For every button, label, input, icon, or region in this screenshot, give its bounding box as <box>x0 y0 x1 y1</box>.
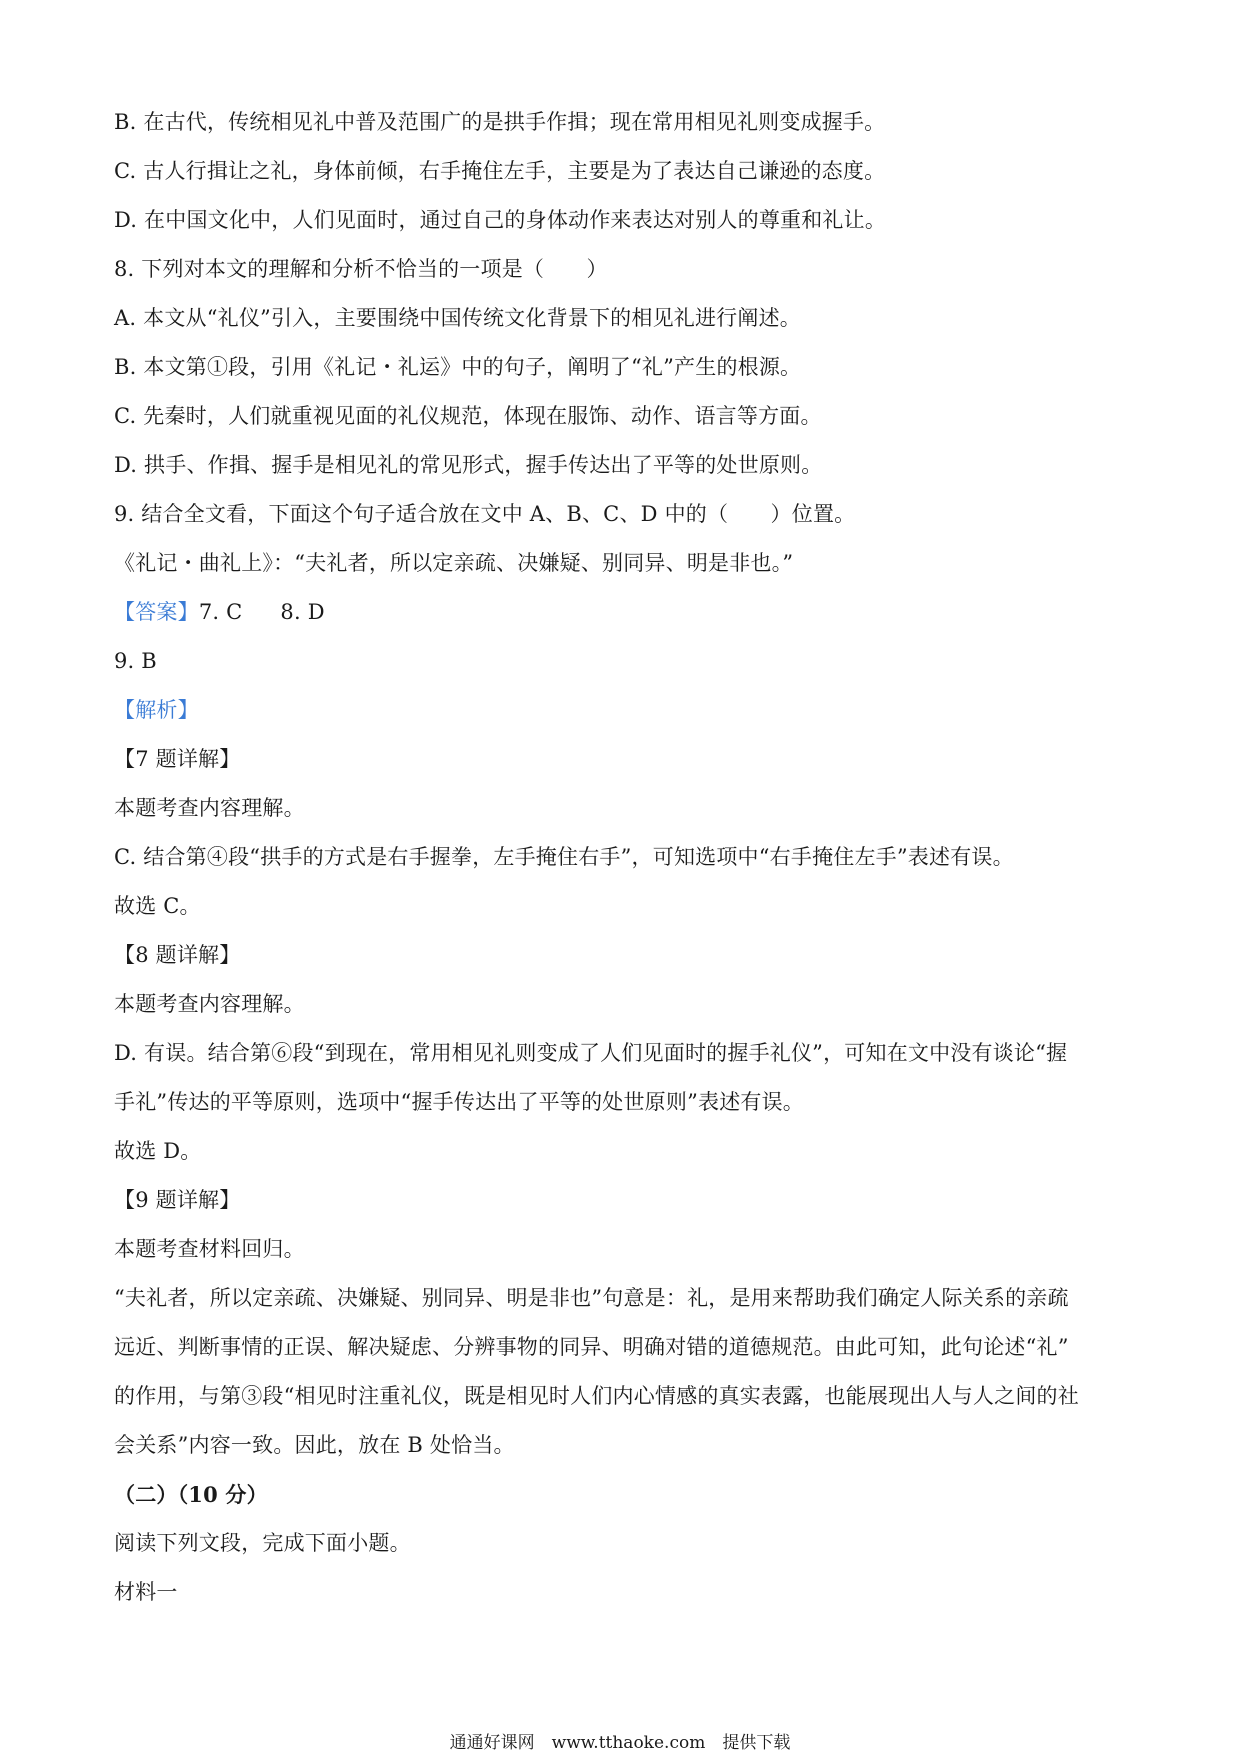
answer-8: 8. D <box>280 600 325 624</box>
q9-detail-body-4: 会关系”内容一致。因此，放在 B 处恰当。 <box>114 1433 515 1457</box>
question-9: 9. 结合全文看，下面这个句子适合放在文中 A、B、C、D 中的（ ）位置。 <box>114 502 856 526</box>
page-footer: 通通好课网 www.tthaoke.com 提供下载 <box>449 1733 791 1753</box>
analysis-tag: 【解析】 <box>114 698 199 722</box>
q9-detail-body-2: 远近、判断事情的正误、解决疑虑、分辨事物的同异、明确对错的道德规范。由此可知，此句论述“礼” <box>114 1335 1069 1359</box>
q9-detail-topic: 本题考查材料回归。 <box>114 1237 305 1261</box>
option-8c: C. 先秦时，人们就重视见面的礼仪规范，体现在服饰、动作、语言等方面。 <box>114 404 822 428</box>
q9-detail-body-3: 的作用，与第③段“相见时注重礼仪，既是相见时人们内心情感的真实表露，也能展现出人与人之间的社 <box>114 1384 1079 1408</box>
option-7c: C. 古人行揖让之礼，身体前倾，右手掩住左手，主要是为了表达自己谦逊的态度。 <box>114 159 886 183</box>
q9-detail-title: 【9 题详解】 <box>114 1188 241 1212</box>
q7-detail-conclusion: 故选 C。 <box>114 894 201 918</box>
q7-detail-body: C. 结合第④段“拱手的方式是右手握拳，左手掩住右手”，可知选项中“右手掩住左手”表述有误。 <box>114 845 1014 869</box>
document-page <box>114 98 1134 1617</box>
material-1-label: 材料一 <box>114 1580 178 1604</box>
q8-detail-body-2: 手礼”传达的平等原则，选项中“握手传达出了平等的处世原则”表述有误。 <box>114 1090 805 1114</box>
answer-line <box>114 588 1134 637</box>
q8-detail-body-1: D. 有误。结合第⑥段“到现在，常用相见礼则变成了人们见面时的握手礼仪”，可知在文中没有谈论“握 <box>114 1041 1068 1065</box>
reading-instruction: 阅读下列文段，完成下面小题。 <box>114 1531 411 1555</box>
q8-detail-title: 【8 题详解】 <box>114 943 241 967</box>
question-8: 8. 下列对本文的理解和分析不恰当的一项是（ ） <box>114 257 608 281</box>
q7-detail-title: 【7 题详解】 <box>114 747 241 771</box>
q7-detail-topic: 本题考查内容理解。 <box>114 796 305 820</box>
answer-9: 9. B <box>114 649 157 673</box>
answer-7: 7. C <box>198 600 243 624</box>
option-7b: B. 在古代，传统相见礼中普及范围广的是拱手作揖；现在常用相见礼则变成握手。 <box>114 110 886 134</box>
option-7d: D. 在中国文化中，人们见面时，通过自己的身体动作来表达对别人的尊重和礼让。 <box>114 208 887 232</box>
quote-liji: 《礼记・曲礼上》：“夫礼者，所以定亲疏、决嫌疑、别同异、明是非也。” <box>114 551 794 575</box>
answer-tag: 【答案】 <box>114 600 199 624</box>
option-8d: D. 拱手、作揖、握手是相见礼的常见形式，握手传达出了平等的处世原则。 <box>114 453 823 477</box>
option-8b: B. 本文第①段，引用《礼记・礼运》中的句子，阐明了“礼”产生的根源。 <box>114 355 802 379</box>
option-8a: A. 本文从“礼仪”引入，主要围绕中国传统文化背景下的相见礼进行阐述。 <box>114 306 801 330</box>
section-heading-2: （二）（10 分） <box>114 1482 268 1507</box>
q9-detail-body-1: “夫礼者，所以定亲疏、决嫌疑、别同异、明是非也”句意是：礼，是用来帮助我们确定人际关系的亲疏 <box>114 1286 1069 1310</box>
q8-detail-topic: 本题考查内容理解。 <box>114 992 305 1016</box>
q8-detail-conclusion: 故选 D。 <box>114 1139 202 1163</box>
